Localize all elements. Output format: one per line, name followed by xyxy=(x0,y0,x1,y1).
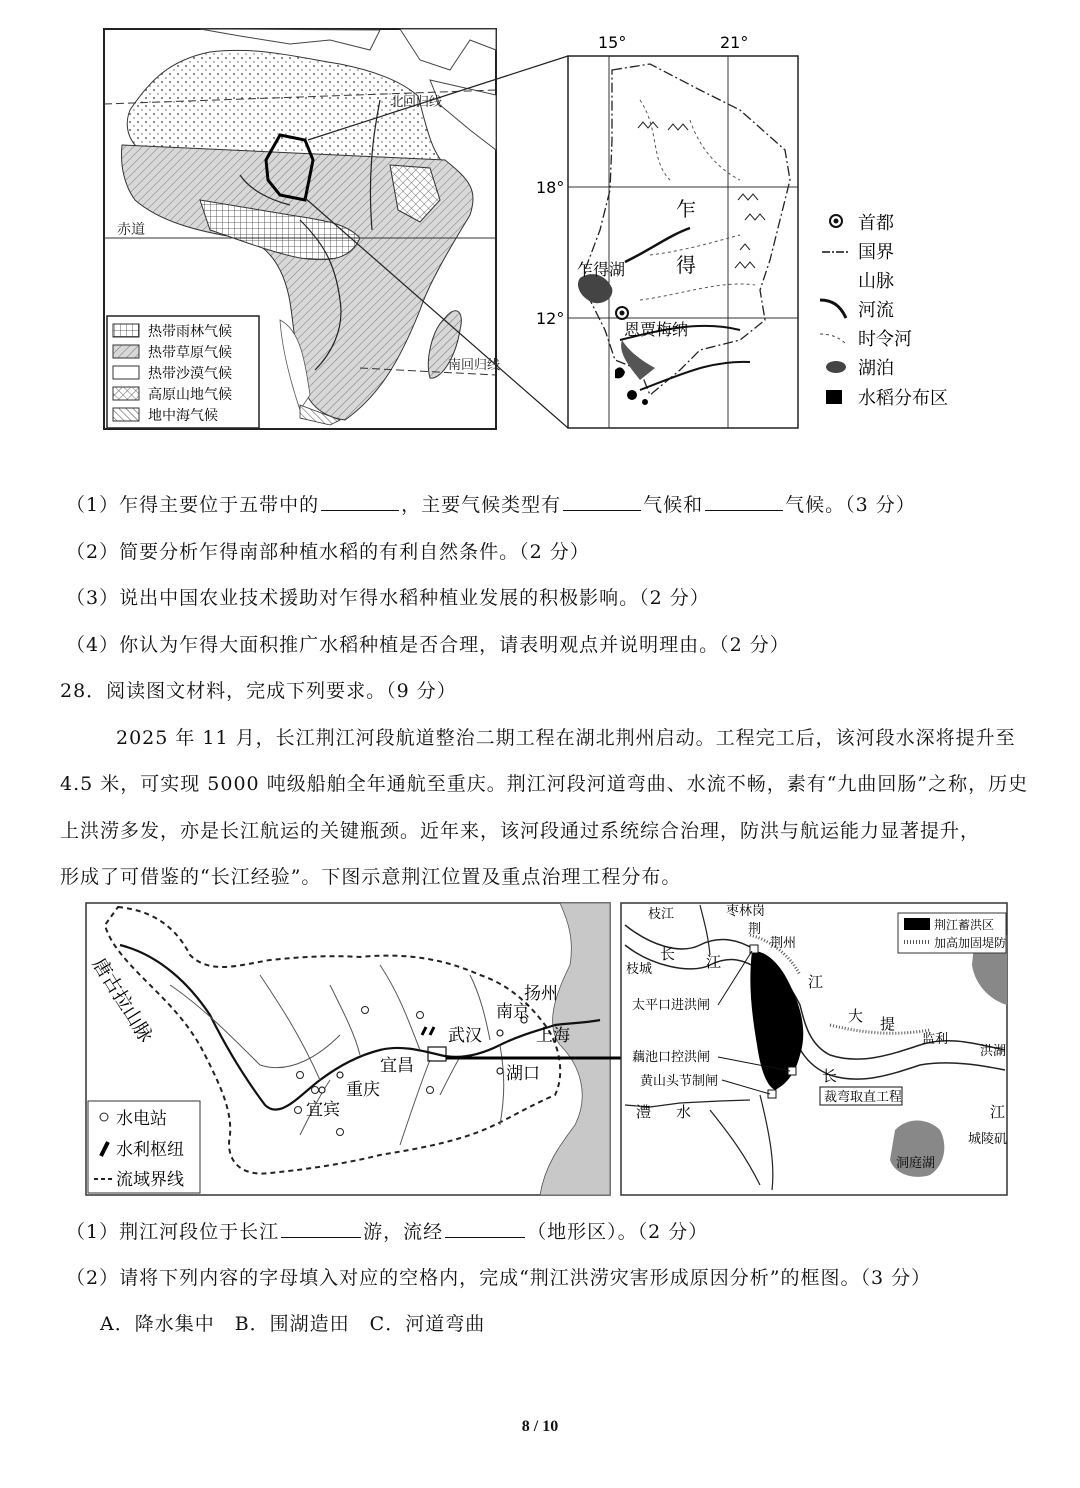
legend-seasonal-river: 时令河 xyxy=(858,329,912,350)
gate-huangshantou: 黄山头节制闸 xyxy=(640,1074,719,1089)
blank-climate-2[interactable] xyxy=(705,509,783,511)
label-tropic-north: 北回归线 xyxy=(390,95,443,110)
q28-para-line-3: 上洪涝多发，亦是长江航运的关键瓶颈。近年来，该河段通过系统综合治理，防洪与航运能力显著提升， xyxy=(60,820,981,842)
place-jing: 荆 xyxy=(748,922,762,937)
figure-africa-chad xyxy=(0,0,1080,440)
q28-options: A．降水集中 B．围湖造田 C．河道弯曲 xyxy=(100,1313,486,1335)
gate-ouchikou: 藕池口控洪闸 xyxy=(632,1050,711,1065)
blank-climate-1[interactable] xyxy=(563,509,641,511)
place-dongtinghu: 洞庭湖 xyxy=(896,1156,936,1171)
char-da: 大 xyxy=(848,1007,864,1025)
city-nanjing: 南京 xyxy=(496,1002,530,1022)
legend-mediterranean: 地中海气候 xyxy=(148,408,218,424)
city-yichang: 宜昌 xyxy=(380,1056,414,1076)
page-number: 8 / 10 xyxy=(521,1418,559,1435)
mountain-tanggula: 唐古拉山脉 xyxy=(87,953,157,1047)
q27-4: （4）你认为乍得大面积推广水稻种植是否合理，请表明观点并说明理由。（2 分） xyxy=(66,634,790,656)
chad-char-1: 乍 xyxy=(676,197,696,221)
city-yibin: 宜宾 xyxy=(306,1100,340,1120)
lake-chad-label: 乍得湖 xyxy=(577,260,626,279)
q28-title: 28．阅读图文材料，完成下列要求。（9 分） xyxy=(60,680,457,702)
lat-18: 18° xyxy=(536,178,565,197)
legend-capital: 首都 xyxy=(858,213,894,234)
place-zaolingang: 枣林岗 xyxy=(726,904,766,919)
legend-border: 国界 xyxy=(858,242,894,263)
char-jiang-3: 江 xyxy=(990,1103,1006,1121)
city-shanghai: 上海 xyxy=(536,1026,570,1046)
place-honghu: 洪湖 xyxy=(980,1044,1007,1059)
legend-station: 水电站 xyxy=(116,1109,167,1129)
place-zhijiang: 枝江 xyxy=(648,907,675,922)
q27-3: （3）说出中国农业技术援助对乍得水稻种植业发展的积极影响。（2 分） xyxy=(66,587,710,609)
char-ti: 提 xyxy=(880,1015,896,1033)
project-caiwan: 裁弯取直工程 xyxy=(824,1090,903,1105)
char-shui: 水 xyxy=(676,1103,692,1121)
char-chang-1: 长 xyxy=(660,945,676,963)
q28-2: （2）请将下列内容的字母填入对应的空格内，完成“荆江洪涝灾害形成原因分析”的框图。（3 分） xyxy=(66,1267,932,1289)
place-chenglingji: 城陵矶 xyxy=(968,1132,1008,1147)
ndjamena-label: 恩贾梅纳 xyxy=(624,320,689,339)
lat-12: 12° xyxy=(536,309,565,328)
place-jianli: 监利 xyxy=(922,1032,949,1047)
gate-taipingkou: 太平口进洪闸 xyxy=(632,998,711,1013)
blank-terrain[interactable] xyxy=(445,1236,525,1238)
blank-zone[interactable] xyxy=(321,509,399,511)
q28-para-line-4: 形成了可借鉴的“长江经验”。下图示意荆江位置及重点治理工程分布。 xyxy=(60,866,682,888)
city-hukou: 湖口 xyxy=(506,1064,540,1084)
legend-hub: 水利枢纽 xyxy=(116,1140,184,1160)
q27-1-part-b: ，主要气候类型有 xyxy=(401,494,562,516)
legend-levee: 加高加固堤防 xyxy=(934,936,1007,950)
label-equator: 赤道 xyxy=(117,222,145,238)
q27-1-part-a: （1）乍得主要位于五带中的 xyxy=(66,494,320,516)
q27-1-part-d: 气候。（3 分） xyxy=(785,494,916,516)
char-chang-2: 长 xyxy=(822,1067,838,1085)
char-jiang-1: 江 xyxy=(706,953,722,971)
city-wuhan: 武汉 xyxy=(448,1026,482,1046)
q28-1-part-a: （1）荆江河段位于长江 xyxy=(66,1221,280,1243)
legend-flood-area: 荆江蓄洪区 xyxy=(934,918,995,932)
q27-2: （2）简要分析乍得南部种植水稻的有利自然条件。（2 分） xyxy=(66,541,590,563)
legend-rice: 水稻分布区 xyxy=(858,388,948,409)
q27-1 xyxy=(66,490,916,517)
legend-savanna: 热带草原气候 xyxy=(148,345,232,361)
q28-1-part-b: 游，流经 xyxy=(363,1221,444,1243)
city-yangzhou: 扬州 xyxy=(524,984,558,1004)
legend-highland: 高原山地气候 xyxy=(148,387,232,403)
chad-char-2: 得 xyxy=(676,253,696,277)
q28-para-line-2: 4.5 米，可实现 5000 吨级船舶全年通航至重庆。荆江河段河道弯曲、水流不畅，素有“九曲回肠”之称，历史 xyxy=(60,773,1029,795)
q28-para-line-1: 2025 年 11 月，长江荆江河段航道整治二期工程在湖北荆州启动。工程完工后，该河段水深将提升至 xyxy=(116,727,1016,749)
q28-1 xyxy=(66,1217,708,1244)
char-li: 澧 xyxy=(636,1103,652,1121)
label-tropic-south: 南回归线 xyxy=(448,358,501,373)
legend-rainforest: 热带雨林气候 xyxy=(148,324,232,340)
blank-reach[interactable] xyxy=(281,1236,361,1238)
legend-boundary: 流域界线 xyxy=(116,1170,184,1190)
q28-1-part-c: （地形区）。（2 分） xyxy=(527,1221,709,1243)
legend-desert: 热带沙漠气候 xyxy=(148,366,232,382)
city-chongqing: 重庆 xyxy=(346,1080,380,1100)
q27-1-part-c: 气候和 xyxy=(643,494,704,516)
lon-15: 15° xyxy=(598,33,627,52)
figure-jingjiang xyxy=(0,895,1080,1205)
legend-river: 河流 xyxy=(858,300,894,321)
legend-mountain: 山脉 xyxy=(858,271,894,292)
chad-legend xyxy=(820,213,948,409)
char-jiang-2: 江 xyxy=(808,973,824,991)
place-zhicheng: 枝城 xyxy=(626,962,653,977)
lon-21: 21° xyxy=(720,33,749,52)
place-jingzhou: 荆州 xyxy=(770,936,797,951)
legend-lake: 湖泊 xyxy=(858,358,894,379)
